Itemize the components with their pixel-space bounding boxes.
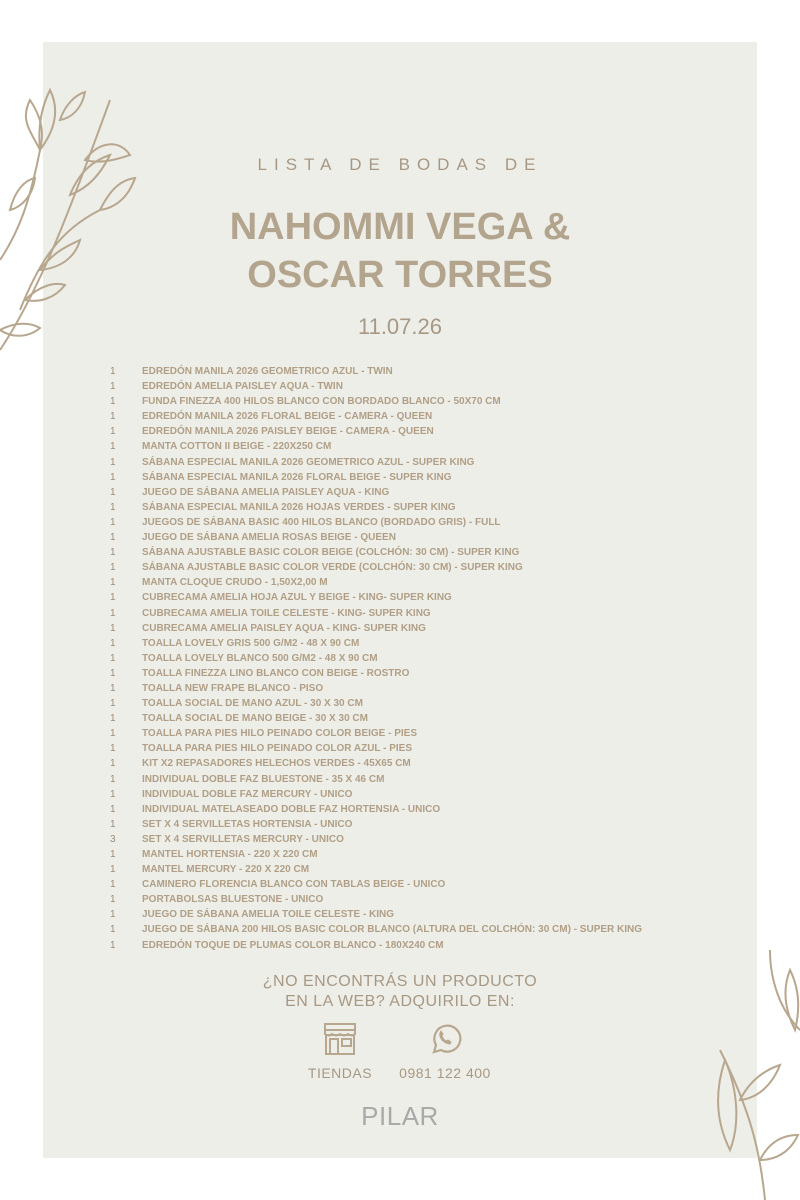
gift-list <box>110 364 730 953</box>
item-quantity: 1 <box>110 637 116 649</box>
item-name: TOALLA NEW FRAPE BLANCO - PISO <box>142 682 324 694</box>
list-item <box>110 621 730 636</box>
cta-line1: ¿NO ENCONTRÁS UN PRODUCTO <box>262 973 538 990</box>
item-quantity: 1 <box>110 562 116 574</box>
list-item <box>110 364 730 379</box>
item-quantity: 1 <box>110 939 116 951</box>
item-quantity: 1 <box>110 411 116 423</box>
list-item <box>110 470 730 485</box>
item-name: EDREDÓN TOQUE DE PLUMAS COLOR BLANCO - 180X240 CM <box>142 939 444 951</box>
list-item <box>110 877 730 892</box>
phone-number: 0981 122 400 <box>399 1065 491 1081</box>
store-icon <box>322 1022 358 1056</box>
item-name: SÁBANA ESPECIAL MANILA 2026 FLORAL BEIGE - SUPER KING <box>142 471 452 483</box>
item-quantity: 1 <box>110 592 116 604</box>
item-name: CUBRECAMA AMELIA TOILE CELESTE - KING- SUPER KING <box>142 607 431 619</box>
item-name: JUEGOS DE SÁBANA BASIC 400 HILOS BLANCO (BORDADO GRIS) - FULL <box>142 516 501 528</box>
item-name: INDIVIDUAL DOBLE FAZ BLUESTONE - 35 X 46 CM <box>142 773 385 785</box>
item-quantity: 1 <box>110 577 116 589</box>
list-item <box>110 424 730 439</box>
item-quantity: 1 <box>110 441 116 453</box>
stores-link[interactable] <box>295 1022 385 1081</box>
couple-names <box>0 203 800 299</box>
item-name: JUEGO DE SÁBANA 200 HILOS BASIC COLOR BLANCO (ALTURA DEL COLCHÓN: 30 CM) - SUPER KING <box>142 924 643 936</box>
list-item <box>110 711 730 726</box>
item-name: SÁBANA ESPECIAL MANILA 2026 GEOMETRICO AZUL - SUPER KING <box>142 456 475 468</box>
item-name: MANTEL MERCURY - 220 X 220 CM <box>142 864 310 876</box>
item-name: PORTABOLSAS BLUESTONE - UNICO <box>142 894 324 906</box>
list-item <box>110 802 730 817</box>
item-quantity: 1 <box>110 803 116 815</box>
list-item <box>110 636 730 651</box>
list-item <box>110 545 730 560</box>
whatsapp-icon <box>428 1022 462 1056</box>
item-name: TOALLA SOCIAL DE MANO BEIGE - 30 X 30 CM <box>142 713 368 725</box>
item-name: TOALLA PARA PIES HILO PEINADO COLOR AZUL - PIES <box>142 743 413 755</box>
list-item <box>110 892 730 907</box>
list-item <box>110 817 730 832</box>
item-name: CAMINERO FLORENCIA BLANCO CON TABLAS BEIGE - UNICO <box>142 879 446 891</box>
item-name: KIT X2 REPASADORES HELECHOS VERDES - 45X65 CM <box>142 758 411 770</box>
list-item <box>110 772 730 787</box>
item-name: JUEGO DE SÁBANA AMELIA PAISLEY AQUA - KING <box>142 486 390 498</box>
item-quantity: 1 <box>110 773 116 785</box>
item-quantity: 1 <box>110 682 116 694</box>
item-name: MANTEL HORTENSIA - 220 X 220 CM <box>142 849 318 860</box>
item-name: SET X 4 SERVILLETAS MERCURY - UNICO <box>142 833 344 845</box>
item-name: CUBRECAMA AMELIA HOJA AZUL Y BEIGE - KING- SUPER KING <box>142 592 452 604</box>
list-item <box>110 681 730 696</box>
list-item <box>110 439 730 454</box>
item-name: EDREDÓN AMELIA PAISLEY AQUA - TWIN <box>142 381 343 393</box>
item-quantity: 1 <box>110 909 116 921</box>
item-name: FUNDA FINEZZA 400 HILOS BLANCO CON BORDADO BLANCO - 50X70 CM <box>142 396 501 408</box>
item-quantity: 1 <box>110 381 116 393</box>
item-quantity: 1 <box>110 456 116 468</box>
cta-text <box>0 972 800 1012</box>
item-name: SÁBANA AJUSTABLE BASIC COLOR VERDE (COLCHÓN: 30 CM) - SUPER KING <box>142 562 523 574</box>
item-quantity: 3 <box>110 833 116 845</box>
list-item <box>110 575 730 590</box>
list-item <box>110 862 730 877</box>
item-name: SET X 4 SERVILLETAS HORTENSIA - UNICO <box>142 818 353 830</box>
item-quantity: 1 <box>110 849 116 860</box>
item-name: EDREDÓN MANILA 2026 FLORAL BEIGE - CAMERA - QUEEN <box>142 411 433 423</box>
list-item <box>110 651 730 666</box>
item-name: TOALLA LOVELY BLANCO 500 G/M2 - 48 X 90 CM <box>142 652 378 664</box>
item-quantity: 1 <box>110 864 116 876</box>
item-name: JUEGO DE SÁBANA AMELIA ROSAS BEIGE - QUEEN <box>142 532 396 544</box>
item-quantity: 1 <box>110 471 116 483</box>
list-item <box>110 590 730 605</box>
registry-subtitle: LISTA DE BODAS DE <box>257 155 543 174</box>
item-quantity: 1 <box>110 652 116 664</box>
item-quantity: 1 <box>110 667 116 679</box>
cta-line2: EN LA WEB? ADQUIRILO EN: <box>285 993 515 1010</box>
item-quantity: 1 <box>110 788 116 800</box>
item-quantity: 1 <box>110 743 116 755</box>
item-name: JUEGO DE SÁBANA AMELIA TOILE CELESTE - KING <box>142 909 395 921</box>
item-name: TOALLA SOCIAL DE MANO AZUL - 30 X 30 CM <box>142 698 363 710</box>
list-item <box>110 832 730 847</box>
list-item <box>110 666 730 681</box>
stores-label: TIENDAS <box>307 1065 373 1081</box>
item-name: SÁBANA ESPECIAL MANILA 2026 HOJAS VERDES - SUPER KING <box>142 501 456 513</box>
couple-name-line1: NAHOMMI VEGA & <box>229 206 571 248</box>
item-quantity: 1 <box>110 607 116 619</box>
list-item <box>110 741 730 756</box>
item-quantity: 1 <box>110 698 116 710</box>
item-name: TOALLA LOVELY GRIS 500 G/M2 - 48 X 90 CM <box>142 637 360 649</box>
list-item <box>110 394 730 409</box>
item-quantity: 1 <box>110 713 116 725</box>
list-item <box>110 938 730 953</box>
item-quantity: 1 <box>110 924 116 936</box>
item-name: EDREDÓN MANILA 2026 PAISLEY BEIGE - CAMERA - QUEEN <box>142 426 434 438</box>
item-name: MANTA CLOQUE CRUDO - 1,50X2,00 M <box>142 577 328 589</box>
item-quantity: 1 <box>110 396 116 408</box>
item-quantity: 1 <box>110 879 116 891</box>
list-item <box>110 726 730 741</box>
item-quantity: 1 <box>110 532 116 544</box>
list-item <box>110 696 730 711</box>
item-name: TOALLA PARA PIES HILO PEINADO COLOR BEIGE - PIES <box>142 728 418 740</box>
list-item <box>110 409 730 424</box>
item-quantity: 1 <box>110 758 116 770</box>
list-item <box>110 907 730 922</box>
list-item <box>110 485 730 500</box>
item-name: CUBRECAMA AMELIA PAISLEY AQUA - KING- SUPER KING <box>142 622 426 634</box>
item-quantity: 1 <box>110 894 116 906</box>
item-quantity: 1 <box>110 818 116 830</box>
list-item <box>110 455 730 470</box>
item-quantity: 1 <box>110 486 116 498</box>
item-name: SÁBANA AJUSTABLE BASIC COLOR BEIGE (COLCHÓN: 30 CM) - SUPER KING <box>142 547 520 559</box>
list-item <box>110 379 730 394</box>
list-item <box>110 606 730 621</box>
item-quantity: 1 <box>110 728 116 740</box>
item-name: TOALLA FINEZZA LINO BLANCO CON BEIGE - ROSTRO <box>142 667 410 679</box>
wedding-date: 11.07.26 <box>357 314 442 339</box>
list-item <box>110 560 730 575</box>
list-item <box>110 756 730 771</box>
list-item <box>110 500 730 515</box>
list-item <box>110 847 730 862</box>
item-quantity: 1 <box>110 622 116 634</box>
item-quantity: 1 <box>110 547 116 559</box>
item-quantity: 1 <box>110 426 116 438</box>
whatsapp-link[interactable] <box>390 1022 500 1081</box>
item-quantity: 1 <box>110 366 116 377</box>
item-name: INDIVIDUAL DOBLE FAZ MERCURY - UNICO <box>142 788 353 800</box>
brand-logo: PILAR <box>361 1101 439 1131</box>
item-name: INDIVIDUAL MATELASEADO DOBLE FAZ HORTENSIA - UNICO <box>142 803 441 815</box>
list-item <box>110 922 730 937</box>
item-quantity: 1 <box>110 516 116 528</box>
item-quantity: 1 <box>110 501 116 513</box>
list-item <box>110 787 730 802</box>
list-item <box>110 515 730 530</box>
item-name: EDREDÓN MANILA 2026 GEOMETRICO AZUL - TWIN <box>142 366 393 377</box>
list-item <box>110 530 730 545</box>
item-name: MANTA COTTON II BEIGE - 220X250 CM <box>142 441 332 453</box>
couple-name-line2: OSCAR TORRES <box>247 254 553 296</box>
